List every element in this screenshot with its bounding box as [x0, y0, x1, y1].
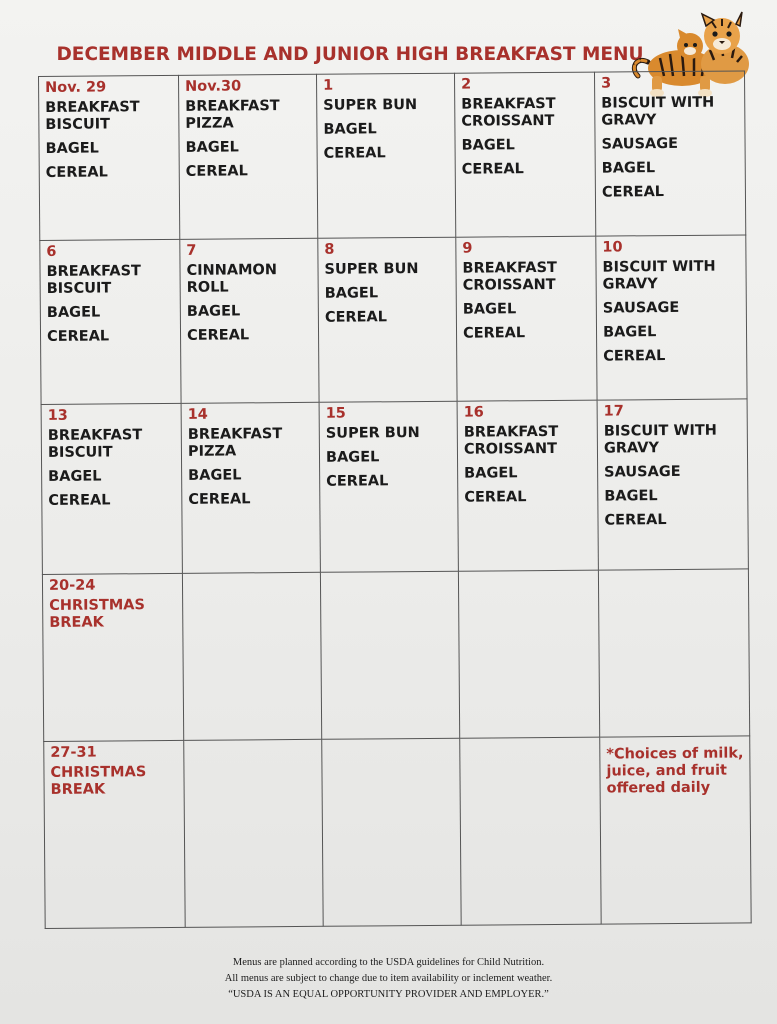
- menu-item: BAGEL: [464, 465, 518, 482]
- week-row: [39, 71, 746, 241]
- note-cell: [600, 736, 751, 924]
- empty-cell: [322, 738, 461, 926]
- day-cell: [178, 74, 317, 239]
- day-date: 6: [46, 243, 57, 260]
- menu-item: BAGEL: [188, 467, 242, 484]
- day-date: 9: [462, 240, 473, 257]
- menu-item: BREAKFAST CROISSANT: [463, 423, 559, 458]
- menu-item: CINNAMON ROLL: [186, 262, 278, 296]
- menu-item: BAGEL: [601, 160, 656, 177]
- menu-item: CEREAL: [461, 161, 524, 178]
- menu-item: CEREAL: [186, 327, 250, 344]
- menu-item: CEREAL: [323, 145, 386, 162]
- menu-item: BISCUIT WITH GRAVY: [603, 422, 717, 457]
- menu-item: BREAKFAST PIZZA: [185, 98, 280, 132]
- break-date-range: 27-31: [50, 744, 97, 761]
- day-cell: [41, 403, 182, 574]
- menu-item: CEREAL: [326, 473, 389, 490]
- day-cell: [594, 71, 745, 236]
- break-cell: [42, 573, 183, 741]
- footer-line-guidelines: Menus are planned according to the USDA guidelines for Child Nutrition.: [232, 957, 545, 968]
- empty-cell: [598, 569, 749, 737]
- empty-cell: [458, 570, 599, 738]
- menu-item: CEREAL: [46, 328, 110, 345]
- day-cell: [316, 73, 455, 238]
- menu-item: SAUSAGE: [601, 135, 679, 153]
- day-cell: [457, 400, 598, 571]
- day-cell: [180, 238, 319, 403]
- menu-item: BAGEL: [45, 140, 99, 157]
- break-week-row: [42, 569, 749, 742]
- menu-item: BAGEL: [325, 449, 380, 466]
- menu-item: SAUSAGE: [604, 463, 681, 481]
- menu-item: BREAKFAST BISCUIT: [45, 99, 140, 133]
- day-date: 15: [325, 405, 346, 422]
- menu-title: DECEMBER MIDDLE AND JUNIOR HIGH BREAKFAST MENU: [56, 44, 644, 65]
- day-date: 14: [187, 406, 208, 423]
- day-cell: [456, 236, 597, 401]
- menu-item: CEREAL: [324, 309, 388, 326]
- day-date: 13: [47, 407, 68, 424]
- empty-cell: [182, 572, 321, 740]
- menu-item: BAGEL: [604, 488, 658, 505]
- menu-item: CEREAL: [48, 492, 111, 509]
- day-date: Nov.30: [185, 78, 242, 95]
- break-label: CHRISTMAS BREAK: [49, 597, 145, 631]
- menu-item: CEREAL: [604, 512, 667, 529]
- menu-item: BISCUIT WITH GRAVY: [602, 258, 716, 293]
- day-date: 10: [602, 239, 623, 256]
- break-date-range: 20-24: [48, 577, 96, 594]
- day-date: 3: [601, 75, 612, 92]
- menu-item: BREAKFAST BISCUIT: [46, 263, 141, 297]
- day-cell: [40, 239, 181, 404]
- menu-item: CEREAL: [603, 348, 666, 365]
- week-row: [41, 399, 748, 575]
- menu-item: BAGEL: [602, 324, 657, 341]
- menu-item: BAGEL: [461, 137, 515, 154]
- menu-item: BREAKFAST BISCUIT: [47, 427, 143, 461]
- menu-item: CEREAL: [601, 184, 665, 201]
- menu-item: BREAKFAST PIZZA: [187, 426, 283, 460]
- day-cell: [39, 75, 180, 240]
- menu-item: CEREAL: [188, 491, 251, 508]
- break-week-row: [44, 736, 751, 929]
- footer-line-equal-opportunity: “USDA IS AN EQUAL OPPORTUNITY PROVIDER AND EMPLOYER.”: [228, 989, 549, 1000]
- menu-item: BAGEL: [185, 139, 239, 156]
- day-cell: [596, 235, 747, 400]
- menu-item: SUPER BUN: [324, 261, 419, 278]
- day-date: 16: [463, 404, 484, 421]
- day-date: 2: [461, 76, 472, 93]
- menu-item: BAGEL: [186, 303, 241, 320]
- menu-item: CEREAL: [462, 325, 526, 342]
- break-label: CHRISTMAS BREAK: [50, 764, 147, 798]
- week-row: [40, 235, 747, 405]
- day-cell: [454, 72, 595, 237]
- menu-item: BAGEL: [462, 301, 517, 318]
- empty-cell: [460, 737, 601, 925]
- menu-item: BAGEL: [324, 285, 379, 302]
- menu-item: CEREAL: [45, 164, 108, 181]
- menu-item: CEREAL: [185, 163, 248, 180]
- menu-item: BREAKFAST CROISSANT: [462, 259, 557, 294]
- menu-item: BREAKFAST CROISSANT: [461, 95, 556, 130]
- menu-item: BAGEL: [323, 121, 377, 138]
- day-cell: [181, 402, 320, 573]
- day-cell: [319, 401, 458, 572]
- day-date: 7: [186, 242, 197, 259]
- menu-item: SAUSAGE: [602, 299, 680, 317]
- menu-item: SUPER BUN: [325, 425, 420, 442]
- day-date: 1: [323, 77, 334, 94]
- footer: [0, 955, 777, 1003]
- break-cell: [44, 740, 185, 928]
- menu-item: BAGEL: [48, 468, 102, 485]
- menu-item: SUPER BUN: [323, 97, 418, 114]
- menu-calendar-grid: [38, 70, 752, 929]
- menu-item: CEREAL: [464, 489, 527, 506]
- day-date: 8: [324, 241, 335, 258]
- empty-cell: [320, 571, 459, 739]
- menu-item: BAGEL: [46, 304, 101, 321]
- day-cell: [318, 237, 457, 402]
- day-cell: [597, 399, 748, 570]
- empty-cell: [184, 739, 323, 927]
- daily-choices-note: *Choices of milk, juice, and fruit offered daily: [606, 745, 744, 797]
- day-date: Nov. 29: [45, 79, 107, 96]
- footer-line-subject-to-change: All menus are subject to change due to item availability or inclement weather.: [224, 973, 553, 984]
- menu-item: BISCUIT WITH GRAVY: [601, 94, 715, 129]
- day-date: 17: [603, 403, 624, 420]
